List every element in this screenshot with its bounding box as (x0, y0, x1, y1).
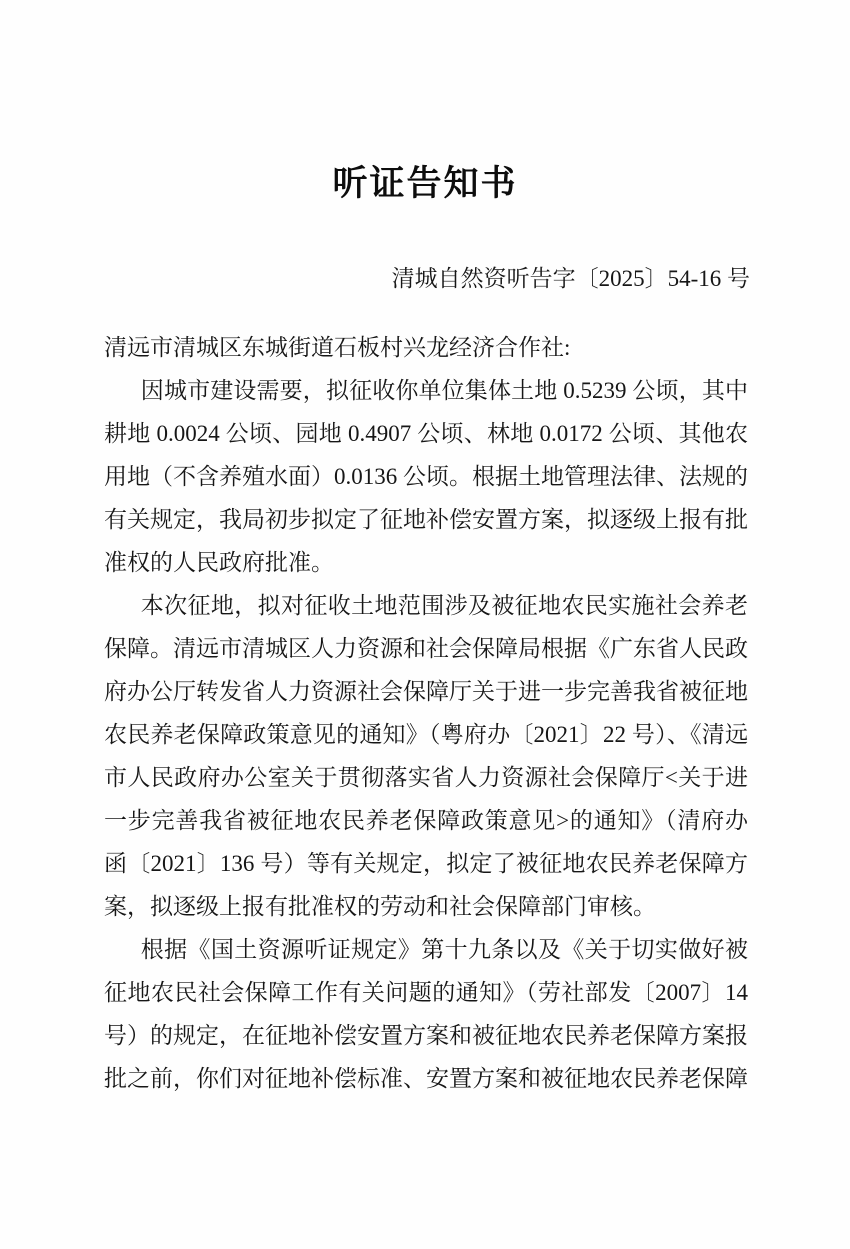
document-title: 听证告知书 (332, 164, 518, 203)
salutation-line: 清远市清城区东城街道石板村兴龙经济合作社: (104, 335, 571, 360)
paragraph-land-acquisition: 因城市建设需要，拟征收你单位集体土地 0.5239 公顷，其中耕地 0.0024 公顷、园地 0.4907 公顷、林地 0.0172 公顷、其他农用地（不含养殖水面）0.0136 公顷。根据土地管理法律、法规的有关规定，我局初步拟定了征地补偿安置方案，拟逐级上报有批准权的人民政府批准。 (104, 378, 748, 575)
document-body (104, 326, 748, 1100)
paragraph-hearing-rights: 根据《国土资源听证规定》第十九条以及《关于切实做好被征地农民社会保障工作有关问题的通知》（劳社部发〔2007〕14 号）的规定，在征地补偿安置方案和被征地农民养老保障方案报批之前，你们对征地补偿标准、安置方案和被征地农民养老保障 (104, 937, 748, 1091)
paragraph-social-security: 本次征地，拟对征收土地范围涉及被征地农民实施社会养老保障。清远市清城区人力资源和社会保障局根据《广东省人民政府办公厅转发省人力资源社会保障厅关于进一步完善我省被征地农民养老保障政策意见的通知》（粤府办〔2021〕22 号）、《清远市人民政府办公室关于贯彻落实省人力资源社会保障厅<关于进一步完善我省被征地农民养老保障政策意见>的通知》（清府办函〔2021〕136 号）等有关规定，拟定了被征地农民养老保障方案，拟逐级上报有批准权的劳动和社会保障部门审核。 (104, 593, 748, 919)
document-reference-number: 清城自然资听告字〔2025〕54-16 号 (391, 266, 750, 291)
